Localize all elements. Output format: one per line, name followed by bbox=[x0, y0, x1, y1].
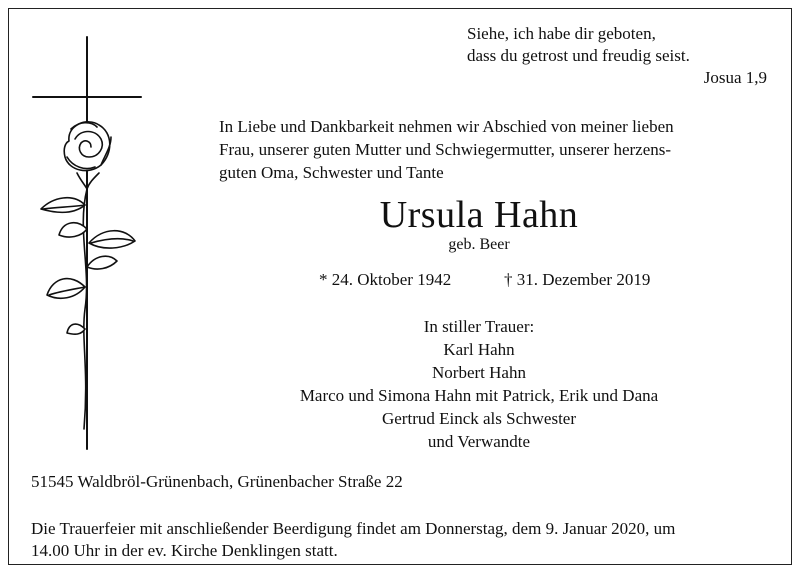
mourner-name: Marco und Simona Hahn mit Patrick, Erik und Dana bbox=[299, 386, 659, 405]
mourners-heading: In stiller Trauer: bbox=[423, 317, 535, 336]
mourner-name: Norbert Hahn bbox=[432, 363, 526, 382]
mourner-name: Gertrud Einck als Schwester bbox=[381, 409, 577, 428]
obituary-notice bbox=[8, 8, 792, 565]
intro-line-2: Frau, unserer guten Mutter und Schwiegermutter, unserer herzens- bbox=[219, 140, 672, 159]
birth-name: geb. Beer bbox=[448, 236, 510, 253]
verse-line-2: dass du getrost und freudig seist. bbox=[467, 46, 690, 65]
mourners-list bbox=[259, 315, 699, 453]
bible-verse bbox=[467, 23, 767, 89]
intro-line-3: guten Oma, Schwester und Tante bbox=[219, 163, 444, 182]
mourner-name: Karl Hahn bbox=[443, 340, 515, 359]
intro-line-1: In Liebe und Dankbarkeit nehmen wir Abschied von meiner lieben bbox=[219, 117, 674, 136]
cross-with-rose-icon bbox=[29, 29, 144, 469]
verse-source: Josua 1,9 bbox=[703, 68, 767, 87]
funeral-line-2: 14.00 Uhr in der ev. Kirche Denklingen statt. bbox=[31, 541, 338, 560]
funeral-info bbox=[31, 518, 776, 562]
birth-date: * 24. Oktober 1942 bbox=[319, 270, 452, 289]
deceased-name: Ursula Hahn bbox=[379, 194, 579, 236]
funeral-line-1: Die Trauerfeier mit anschließender Beerdigung findet am Donnerstag, dem 9. Januar 2020, um bbox=[31, 519, 676, 538]
intro-text bbox=[219, 115, 779, 184]
death-date: † 31. Dezember 2019 bbox=[504, 270, 651, 289]
verse-line-1: Siehe, ich habe dir geboten, bbox=[467, 24, 656, 43]
family-address: 51545 Waldbröl-Grünenbach, Grünenbacher Straße 22 bbox=[31, 472, 403, 491]
mourner-name: und Verwandte bbox=[427, 432, 531, 451]
